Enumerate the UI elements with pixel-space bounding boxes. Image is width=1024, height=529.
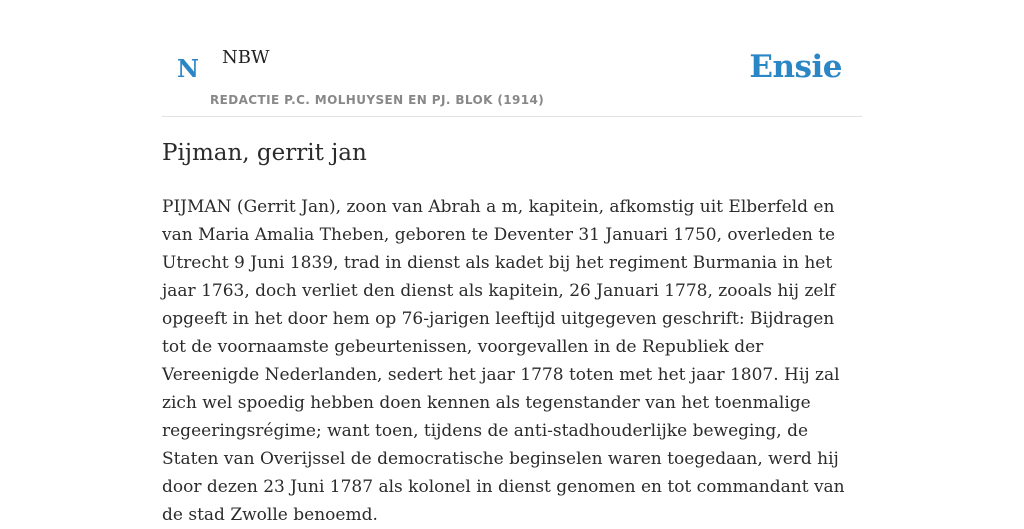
page-title: Pijman, gerrit jan	[162, 140, 367, 166]
nbw-logo-icon[interactable]: N	[177, 54, 199, 83]
article-body: PIJMAN (Gerrit Jan), zoon van Abrah a m, kapitein, afkomstig uit Elberfeld en van Maria Amalia Theben, geboren te Deventer 31 Januari 1750, overleden te Utrecht 9 Juni 1839, trad in dienst als kadet bij het regiment Burmania in het jaar 1763, doch verliet den dienst als kapitein, 26 Januari 1778, zooals hij zelf opgeeft in het door hem op 76-jarigen leeftijd uitgegeven geschrift: Bijdragen tot de voornaamste gebeurtenissen, voorgevallen in de Republiek der Vereenigde Nederlanden, sedert het jaar 1778 toten met het jaar 1807. Hij zal zich wel spoedig hebben doen kennen als tegenstander van het toenmalige regeeringsrégime; want toen, tijdens de anti-stadhouderlijke beweging, de Staten van Overijssel de democratische beginselen waren toegedaan, werd hij door dezen 23 Juni 1787 als kolonel in dienst genomen en tot commandant van de stad Zwolle benoemd.	[162, 197, 845, 525]
source-name[interactable]: NBW	[222, 47, 270, 68]
article-page	[162, 0, 862, 525]
header	[162, 0, 862, 117]
ensie-logo[interactable]: Ensie	[749, 49, 842, 85]
source-subtitle: REDACTIE P.C. MOLHUYSEN EN PJ. BLOK (1914)	[210, 93, 545, 107]
